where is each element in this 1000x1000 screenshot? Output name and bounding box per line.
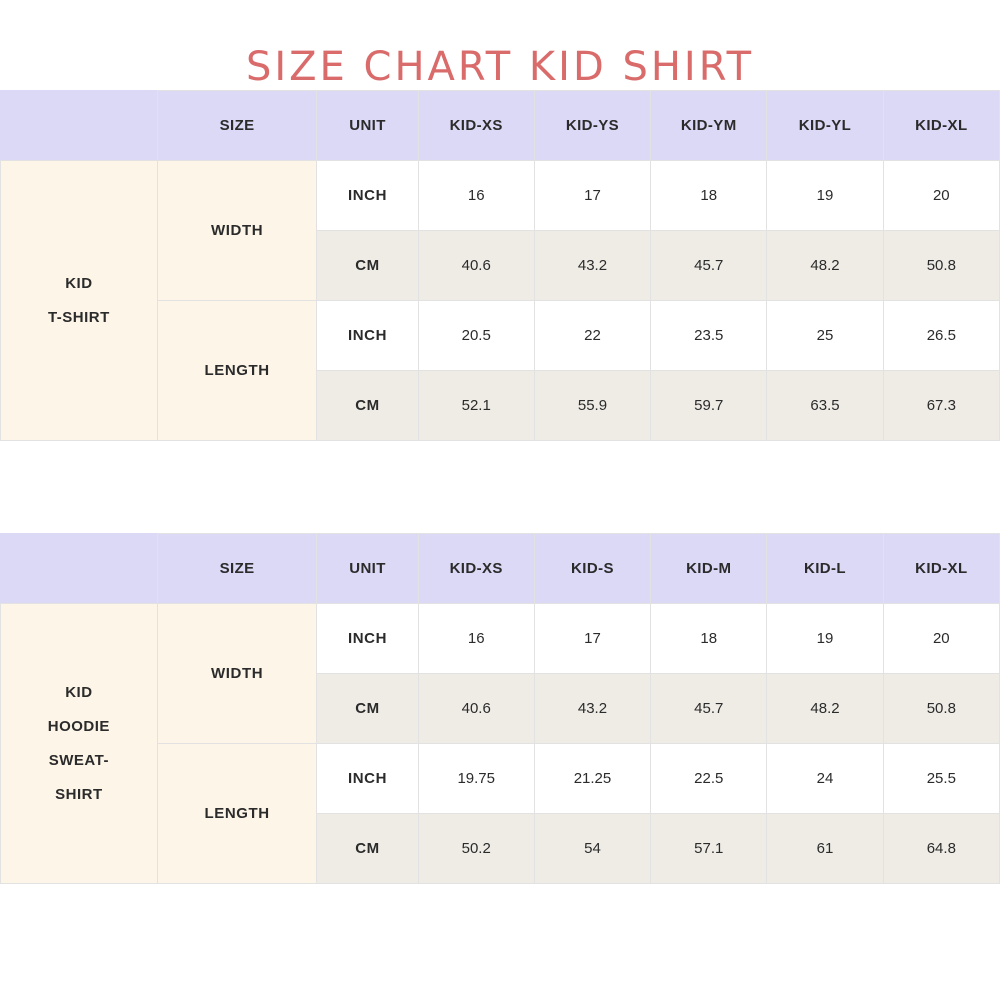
value-cell: 23.5 xyxy=(651,301,767,371)
table-header-row xyxy=(1,534,1000,604)
value-cell: 40.6 xyxy=(418,674,534,744)
table-row xyxy=(1,604,1000,674)
unit-cell: CM xyxy=(317,674,418,744)
value-cell: 22.5 xyxy=(651,744,767,814)
header-size-5: KID-XL xyxy=(883,534,999,604)
measurement-length-label: LENGTH xyxy=(157,744,317,884)
value-cell: 16 xyxy=(418,161,534,231)
value-cell: 16 xyxy=(418,604,534,674)
unit-cell: CM xyxy=(317,231,418,301)
value-cell: 45.7 xyxy=(651,231,767,301)
unit-cell: CM xyxy=(317,371,418,441)
header-corner xyxy=(1,534,158,604)
kid-tshirt-table-wrapper xyxy=(0,90,1000,441)
kid-hoodie-size-table xyxy=(0,533,1000,884)
table-header-row xyxy=(1,91,1000,161)
value-cell: 40.6 xyxy=(418,231,534,301)
header-size-1: KID-XS xyxy=(418,91,534,161)
value-cell: 24 xyxy=(767,744,883,814)
value-cell: 18 xyxy=(651,604,767,674)
value-cell: 17 xyxy=(534,161,650,231)
unit-cell: INCH xyxy=(317,604,418,674)
header-size-5: KID-XL xyxy=(883,91,999,161)
value-cell: 19.75 xyxy=(418,744,534,814)
category-line: T-SHIRT xyxy=(47,308,110,326)
category-line: SHIRT xyxy=(55,785,103,803)
header-size: SIZE xyxy=(157,91,317,161)
category-line: HOODIE xyxy=(47,717,110,735)
value-cell: 61 xyxy=(767,814,883,884)
category-line: SWEAT- xyxy=(48,751,109,769)
value-cell: 50.8 xyxy=(883,674,999,744)
value-cell: 63.5 xyxy=(767,371,883,441)
unit-cell: INCH xyxy=(317,301,418,371)
header-size-3: KID-YM xyxy=(651,91,767,161)
value-cell: 19 xyxy=(767,161,883,231)
value-cell: 57.1 xyxy=(651,814,767,884)
kid-tshirt-size-table xyxy=(0,90,1000,441)
value-cell: 25.5 xyxy=(883,744,999,814)
category-line: KID xyxy=(65,274,93,292)
value-cell: 50.8 xyxy=(883,231,999,301)
value-cell: 64.8 xyxy=(883,814,999,884)
measurement-width-label: WIDTH xyxy=(157,604,317,744)
category-line: KID xyxy=(65,683,93,701)
header-corner xyxy=(1,91,158,161)
value-cell: 21.25 xyxy=(534,744,650,814)
value-cell: 48.2 xyxy=(767,231,883,301)
value-cell: 55.9 xyxy=(534,371,650,441)
header-size: SIZE xyxy=(157,534,317,604)
value-cell: 20 xyxy=(883,604,999,674)
unit-cell: INCH xyxy=(317,161,418,231)
header-unit: UNIT xyxy=(317,534,418,604)
value-cell: 67.3 xyxy=(883,371,999,441)
unit-cell: CM xyxy=(317,814,418,884)
value-cell: 54 xyxy=(534,814,650,884)
value-cell: 50.2 xyxy=(418,814,534,884)
value-cell: 48.2 xyxy=(767,674,883,744)
page-title: SIZE CHART KID SHIRT xyxy=(245,44,755,90)
header-size-2: KID-YS xyxy=(534,91,650,161)
value-cell: 17 xyxy=(534,604,650,674)
value-cell: 45.7 xyxy=(651,674,767,744)
unit-cell: INCH xyxy=(317,744,418,814)
table-spacer xyxy=(0,441,1000,533)
value-cell: 22 xyxy=(534,301,650,371)
value-cell: 59.7 xyxy=(651,371,767,441)
header-size-4: KID-L xyxy=(767,534,883,604)
value-cell: 18 xyxy=(651,161,767,231)
value-cell: 43.2 xyxy=(534,231,650,301)
value-cell: 20.5 xyxy=(418,301,534,371)
value-cell: 25 xyxy=(767,301,883,371)
category-label xyxy=(1,161,158,441)
category-label xyxy=(1,604,158,884)
value-cell: 52.1 xyxy=(418,371,534,441)
header-size-2: KID-S xyxy=(534,534,650,604)
header-size-1: KID-XS xyxy=(418,534,534,604)
value-cell: 26.5 xyxy=(883,301,999,371)
value-cell: 19 xyxy=(767,604,883,674)
measurement-length-label: LENGTH xyxy=(157,301,317,441)
header-unit: UNIT xyxy=(317,91,418,161)
header-size-4: KID-YL xyxy=(767,91,883,161)
value-cell: 20 xyxy=(883,161,999,231)
header-size-3: KID-M xyxy=(651,534,767,604)
table-row xyxy=(1,161,1000,231)
value-cell: 43.2 xyxy=(534,674,650,744)
measurement-width-label: WIDTH xyxy=(157,161,317,301)
kid-hoodie-table-wrapper xyxy=(0,533,1000,884)
